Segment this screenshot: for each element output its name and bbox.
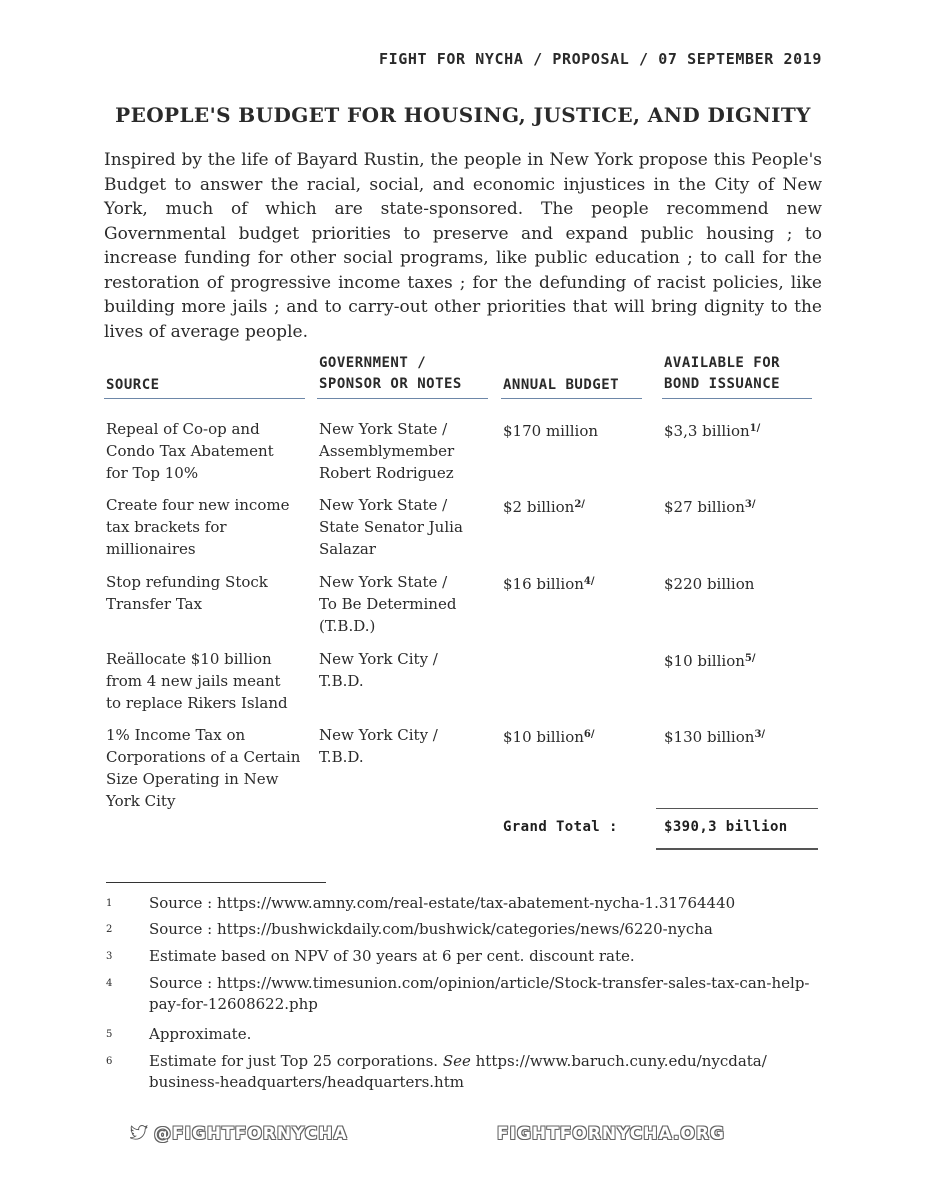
header-underline-bond	[662, 398, 812, 399]
row-annual-budget-value: $16 billion	[503, 575, 584, 593]
column-header-bond-line1: AVAILABLE FOR	[664, 355, 781, 371]
grand-total-label: Grand Total :	[503, 819, 618, 835]
column-header-bond-line2: BOND ISSUANCE	[664, 376, 781, 392]
row-source-line: Corporations of a Certain	[106, 748, 301, 766]
row-bond-issuance-value: $220 billion	[664, 575, 755, 593]
row-bond-issuance-value: $10 billion	[664, 652, 745, 670]
grand-total-bottom-rule	[656, 848, 818, 850]
row-sponsor-line: New York State /	[319, 420, 448, 438]
footnote-text: Estimate based on NPV of 30 years at 6 per cent. discount rate.	[149, 947, 635, 965]
footnote-reference: 6/	[583, 729, 595, 740]
column-header-government-line2: SPONSOR OR NOTES	[319, 376, 462, 392]
footnote-number: 1	[106, 898, 113, 909]
row-source-line: 1% Income Tax on	[106, 726, 246, 744]
row-sponsor-line: New York City /	[319, 726, 438, 744]
row-bond-issuance	[664, 648, 824, 672]
footnote-separator	[106, 882, 326, 883]
footnote-text: Source : https://bushwickdaily.com/bushwick/categories/news/6220-nycha	[149, 920, 713, 938]
header-underline-government	[317, 398, 488, 399]
row-bond-issuance	[664, 571, 824, 595]
row-annual-budget	[503, 418, 653, 442]
footnote-number: 4	[106, 978, 113, 989]
row-bond-issuance-value: $130 billion	[664, 728, 755, 746]
grand-total-top-rule	[656, 808, 818, 809]
row-source-line: for Top 10%	[106, 464, 199, 482]
footnote-text: Source : https://www.timesunion.com/opinion/article/Stock-transfer-sales-tax-can-help-	[149, 974, 810, 992]
column-header-bond-issuance	[664, 353, 780, 395]
row-source-line: Transfer Tax	[106, 595, 203, 613]
row-annual-budget	[503, 494, 653, 518]
document-header: FIGHT FOR NYCHA / PROPOSAL / 07 SEPTEMBER 2019	[378, 50, 822, 68]
footnote	[106, 893, 866, 914]
twitter-bird-icon	[130, 1125, 148, 1141]
footnote	[106, 973, 866, 1015]
row-sponsor-line: Salazar	[319, 540, 376, 558]
row-source	[106, 648, 306, 714]
row-sponsor-line: New York State /	[319, 573, 448, 591]
footnote	[106, 1051, 866, 1093]
row-sponsor	[319, 494, 494, 560]
footnote-reference: 4/	[583, 576, 595, 587]
header-underline-source	[104, 398, 305, 399]
row-sponsor-line: New York City /	[319, 650, 438, 668]
website-link[interactable]: FIGHTFORNYCHA.ORG	[497, 1124, 725, 1144]
footnote-text: Estimate for just Top 25 corporations. See https://www.baruch.cuny.edu/nycdata/	[149, 1052, 767, 1070]
row-source-line: York City	[106, 792, 176, 810]
row-bond-issuance	[664, 418, 824, 442]
row-annual-budget	[503, 571, 653, 595]
row-source-line: tax brackets for	[106, 518, 227, 536]
row-source-line: millionaires	[106, 540, 196, 558]
see-emphasis: See	[442, 1052, 471, 1070]
row-source-line: Repeal of Co-op and	[106, 420, 260, 438]
row-source-line: Reällocate $10 billion	[106, 650, 272, 668]
row-bond-issuance-value: $3,3 billion	[664, 422, 750, 440]
row-sponsor	[319, 571, 494, 637]
row-sponsor-line: Assemblymember	[319, 442, 455, 460]
row-sponsor	[319, 418, 494, 484]
footnote-number: 2	[106, 924, 113, 935]
footnote	[106, 919, 866, 940]
footnote-text: pay-for-12608622.php	[149, 995, 318, 1013]
row-sponsor-line: T.B.D.	[319, 748, 364, 766]
row-source-line: Create four new income	[106, 496, 290, 514]
footnote	[106, 946, 866, 967]
footnote-number: 5	[106, 1029, 113, 1040]
column-header-annual-budget: ANNUAL BUDGET	[503, 377, 620, 393]
footnote-reference: 3/	[754, 729, 766, 740]
row-source	[106, 494, 306, 560]
row-sponsor-line: State Senator Julia	[319, 518, 463, 536]
row-sponsor-line: (T.B.D.)	[319, 617, 376, 635]
row-source-line: from 4 new jails meant	[106, 672, 281, 690]
row-sponsor-line: Robert Rodriguez	[319, 464, 454, 482]
row-sponsor	[319, 724, 494, 768]
row-source	[106, 571, 306, 615]
row-annual-budget-value: $170 million	[503, 422, 599, 440]
header-underline-annual	[501, 398, 642, 399]
footnote-reference: 1/	[749, 423, 761, 434]
footnote	[106, 1024, 866, 1045]
row-bond-issuance	[664, 494, 824, 518]
row-source	[106, 724, 306, 812]
row-sponsor-line: T.B.D.	[319, 672, 364, 690]
footnote-reference: 5/	[744, 653, 756, 664]
twitter-handle-text: @FIGHTFORNYCHA	[154, 1124, 348, 1144]
row-sponsor-line: To Be Determined	[319, 595, 457, 613]
row-source	[106, 418, 306, 484]
footnote-number: 6	[106, 1056, 113, 1067]
twitter-handle-link[interactable]	[130, 1124, 348, 1144]
footnote-reference: 2/	[574, 499, 585, 510]
row-source-line: Stop refunding Stock	[106, 573, 268, 591]
grand-total-value: $390,3 billion	[664, 819, 788, 835]
row-source-line: to replace Rikers Island	[106, 694, 288, 712]
row-sponsor-line: New York State /	[319, 496, 448, 514]
column-header-government	[319, 353, 462, 395]
footnote-text: Source : https://www.amny.com/real-estate/tax-abatement-nycha-1.31764440	[149, 894, 736, 912]
row-bond-issuance-value: $27 billion	[664, 498, 745, 516]
column-header-government-line1: GOVERNMENT /	[319, 355, 427, 371]
row-annual-budget	[503, 724, 653, 748]
column-header-source: SOURCE	[106, 377, 160, 393]
row-sponsor	[319, 648, 494, 692]
row-source-line: Size Operating in New	[106, 770, 279, 788]
row-annual-budget-value: $2 billion	[503, 498, 575, 516]
intro-paragraph: Inspired by the life of Bayard Rustin, the people in New York propose this People's Budget to answer the racial, social, and economic injustices in the City of New York, much of which are state-sponsored. The people recommend new Governmental budget priorities to preserve and expand public housing ; to increase funding for other social programs, like public education ; to call for the restoration of progressive income taxes ; for the defunding of racist policies, like building more jails ; and to carry-out other priorities that will bring dignity to the lives of average people.	[104, 150, 822, 342]
row-source-line: Condo Tax Abatement	[106, 442, 274, 460]
row-bond-issuance	[664, 724, 824, 748]
page-title: PEOPLE'S BUDGET FOR HOUSING, JUSTICE, AND DIGNITY	[115, 103, 811, 127]
footnote-text: Approximate.	[149, 1025, 252, 1043]
row-annual-budget-value: $10 billion	[503, 728, 584, 746]
footnote-number: 3	[106, 951, 113, 962]
footnote-reference: 3/	[744, 499, 756, 510]
footnote-text: business-headquarters/headquarters.htm	[149, 1073, 464, 1091]
